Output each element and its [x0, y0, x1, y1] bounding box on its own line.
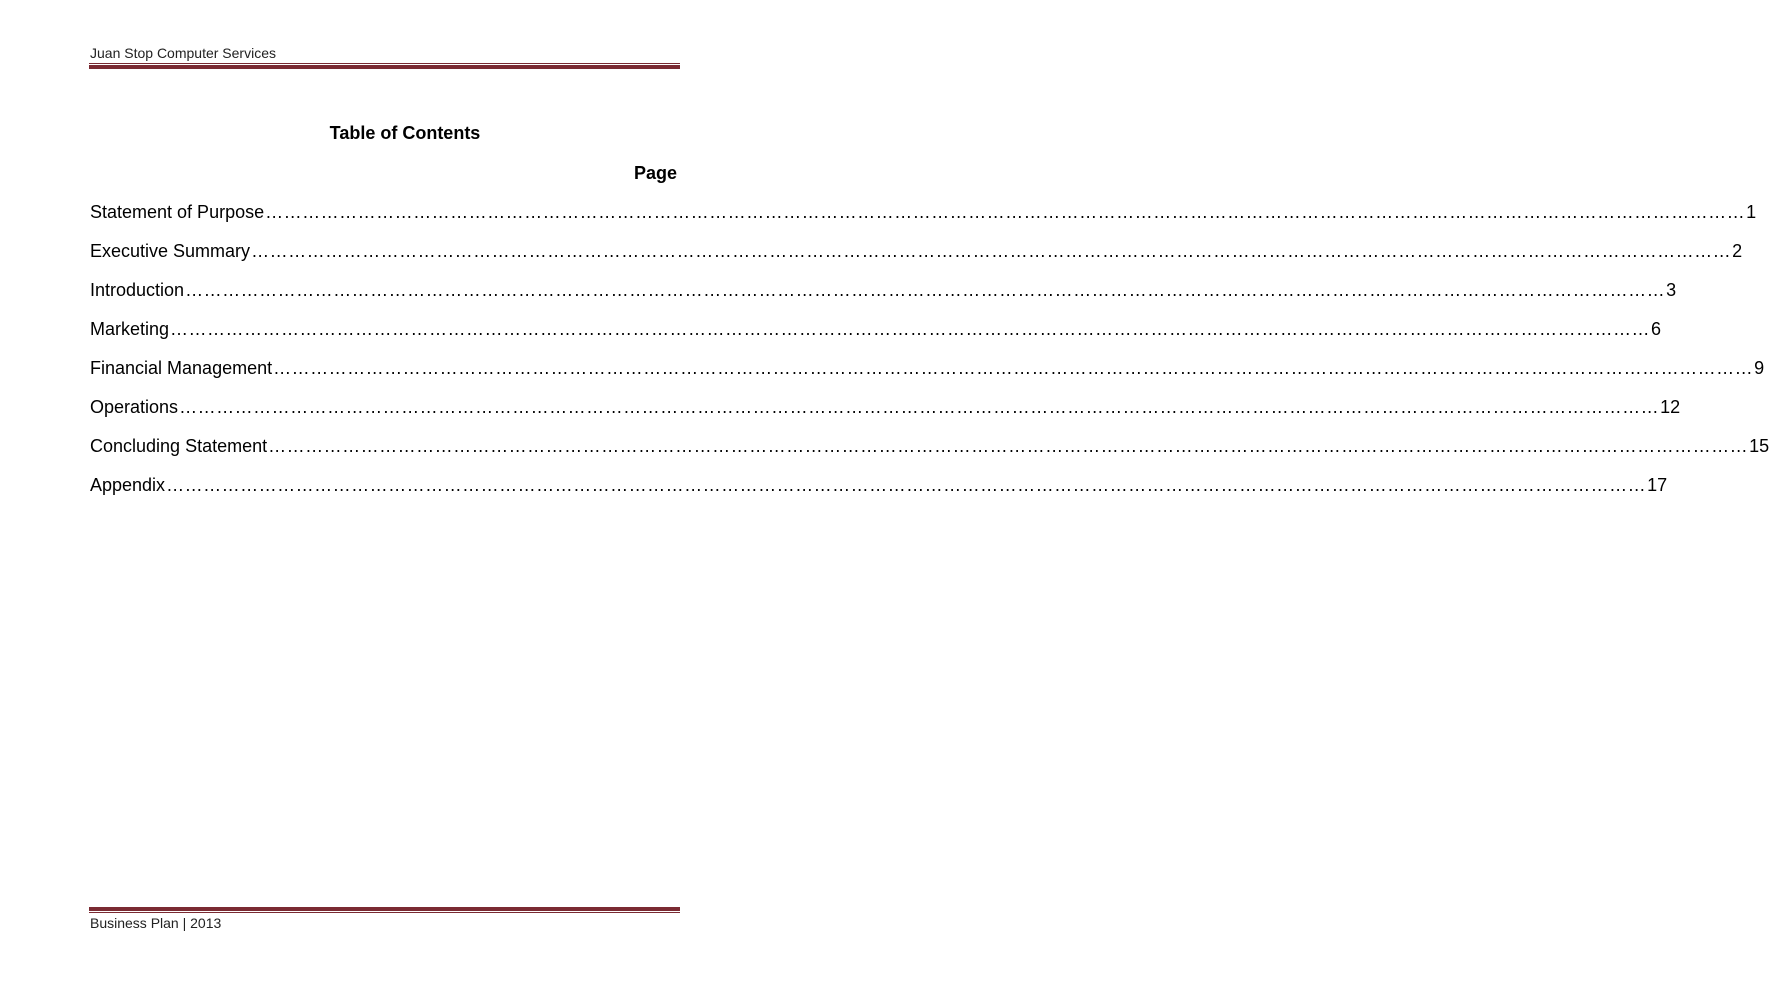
toc-entry-label: Financial Management [90, 358, 273, 378]
toc-entry[interactable] [90, 278, 1677, 317]
toc-entry-page: 1 [1746, 202, 1757, 222]
toc-entry-page: 9 [1754, 358, 1765, 378]
toc-entry[interactable] [90, 434, 1769, 473]
toc-entry[interactable] [90, 473, 1668, 512]
dot-leader: …………………………………………………………………………………………………………………………………………………………………………………………………………………… [265, 202, 1746, 222]
toc-entry[interactable] [90, 356, 1765, 395]
toc-entry-label: Statement of Purpose [90, 202, 265, 222]
dot-leader: …………………………………………………………………………………………………………………………………………………………………………………………………………………… [273, 358, 1754, 378]
dot-leader: …………………………………………………………………………………………………………………………………………………………………………………………………………………… [170, 319, 1651, 339]
running-header: Juan Stop Computer Services [90, 45, 276, 61]
toc-entry-label: Operations [90, 397, 179, 417]
dot-leader: …………………………………………………………………………………………………………………………………………………………………………………………………………………… [166, 475, 1647, 495]
toc-entry-page: 15 [1749, 436, 1769, 456]
running-footer: Business Plan | 2013 [90, 915, 222, 931]
dot-leader: …………………………………………………………………………………………………………………………………………………………………………………………………………………… [251, 241, 1732, 261]
toc-title: Table of Contents [329, 123, 481, 143]
toc-entry-label: Appendix [90, 475, 166, 495]
toc-entry-label: Introduction [90, 280, 185, 300]
header-rule-thick [89, 65, 680, 69]
toc-entry-page: 3 [1666, 280, 1677, 300]
toc-entry[interactable] [90, 395, 1681, 434]
toc-entry-label: Concluding Statement [90, 436, 268, 456]
dot-leader: …………………………………………………………………………………………………………………………………………………………………………………………………………………… [185, 280, 1666, 300]
toc-entry-page: 2 [1732, 241, 1743, 261]
toc-entry-page: 6 [1651, 319, 1662, 339]
toc-entry-label: Executive Summary [90, 241, 251, 261]
dot-leader: …………………………………………………………………………………………………………………………………………………………………………………………………………………… [268, 436, 1749, 456]
toc-list [90, 200, 1769, 512]
toc-entry-page: 12 [1660, 397, 1681, 417]
toc-entry-label: Marketing [90, 319, 170, 339]
toc-entry-page: 17 [1647, 475, 1668, 495]
footer-rule-thin [89, 912, 680, 913]
header-rule-thin [89, 63, 680, 64]
page-column-heading: Page [633, 163, 677, 183]
footer-rule-thick [89, 907, 680, 911]
toc-entry[interactable] [90, 200, 1757, 239]
toc-entry[interactable] [90, 239, 1743, 278]
dot-leader: …………………………………………………………………………………………………………………………………………………………………………………………………………………… [179, 397, 1660, 417]
toc-entry[interactable] [90, 317, 1662, 356]
